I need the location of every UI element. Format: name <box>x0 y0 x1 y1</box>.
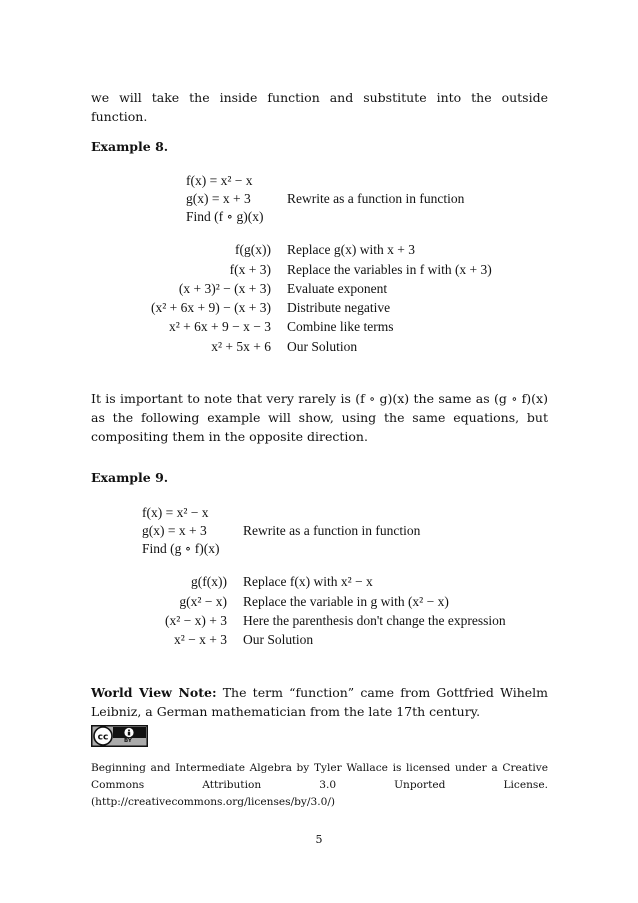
world-view-label: World View Note: <box>91 685 217 700</box>
license-text: Beginning and Intermediate Algebra by Tyler Wallace is licensed under a Creative Commons Attribution 3.0 Unported License. (http://creativecommons.org/licenses/by/3.0/) <box>91 762 548 808</box>
example-8-given-note: Rewrite as a function in function <box>287 191 465 206</box>
example-8-step-3-expr: (x + 3)² − (x + 3) <box>178 281 271 296</box>
example-8-given-g: g(x) = x + 3 <box>186 191 251 206</box>
example-8-step-6-note: Our Solution <box>287 339 358 354</box>
example-9-step-2-note: Replace the variable in g with (x² − x) <box>243 594 449 609</box>
world-view-text: The term “function” came from Gottfried Wihelm Leibniz, a German mathematician from the late 17th century. <box>91 685 548 719</box>
page-number: 5 <box>315 833 323 846</box>
comparison-paragraph: It is important to note that very rarely is (f ∘ g)(x) the same as (g ∘ f)(x) as the following example will show, using the same equations, but compositing them in the opposite direction. <box>91 391 548 444</box>
example-8-step-1-note: Replace g(x) with x + 3 <box>287 242 415 257</box>
example-9-given-f: f(x) = x² − x <box>142 505 209 520</box>
example-8-given-find: Find (f ∘ g)(x) <box>186 209 264 224</box>
example-9-given-g: g(x) = x + 3 <box>142 523 207 538</box>
example-9-step-4-expr: x² − x + 3 <box>173 632 227 647</box>
example-8-step-5-expr: x² + 6x + 9 − x − 3 <box>168 319 271 334</box>
example-9-given-find: Find (g ∘ f)(x) <box>142 541 220 556</box>
example-9-step-1-expr: g(f(x)) <box>191 574 227 589</box>
example-8-step-6-expr: x² + 5x + 6 <box>211 339 271 354</box>
example-9-step-2-expr: g(x² − x) <box>179 594 227 609</box>
world-view-note <box>91 683 548 721</box>
example-9-step-1-note: Replace f(x) with x² − x <box>243 574 373 589</box>
example-8-step-2-expr: f(x + 3) <box>229 262 271 277</box>
intro-text: we will take the inside function and substitute into the outside function. <box>91 90 548 124</box>
example-8-heading: Example 8. <box>91 139 169 154</box>
cc-by-badge-label: BY <box>124 738 132 744</box>
example-8-step-4-expr: (x² + 6x + 9) − (x + 3) <box>151 300 271 315</box>
cc-by-license-badge[interactable] <box>91 725 148 747</box>
example-8-step-4-note: Distribute negative <box>287 300 391 315</box>
example-8-step-3-note: Evaluate exponent <box>287 281 388 296</box>
cc-by-icon <box>91 725 148 747</box>
example-9-step-3-note: Here the parenthesis don't change the expression <box>243 613 506 628</box>
example-8-step-5-note: Combine like terms <box>287 319 394 334</box>
example-8-step-2-note: Replace the variables in f with (x + 3) <box>287 262 492 277</box>
svg-text:cc: cc <box>97 732 109 743</box>
example-9-given-note: Rewrite as a function in function <box>243 523 421 538</box>
example-8-given-f: f(x) = x² − x <box>186 173 253 188</box>
example-9-heading: Example 9. <box>91 470 169 485</box>
example-9-step-4-note: Our Solution <box>243 632 314 647</box>
example-9-step-3-expr: (x² − x) + 3 <box>164 613 227 628</box>
example-8-step-1-expr: f(g(x)) <box>235 242 271 257</box>
